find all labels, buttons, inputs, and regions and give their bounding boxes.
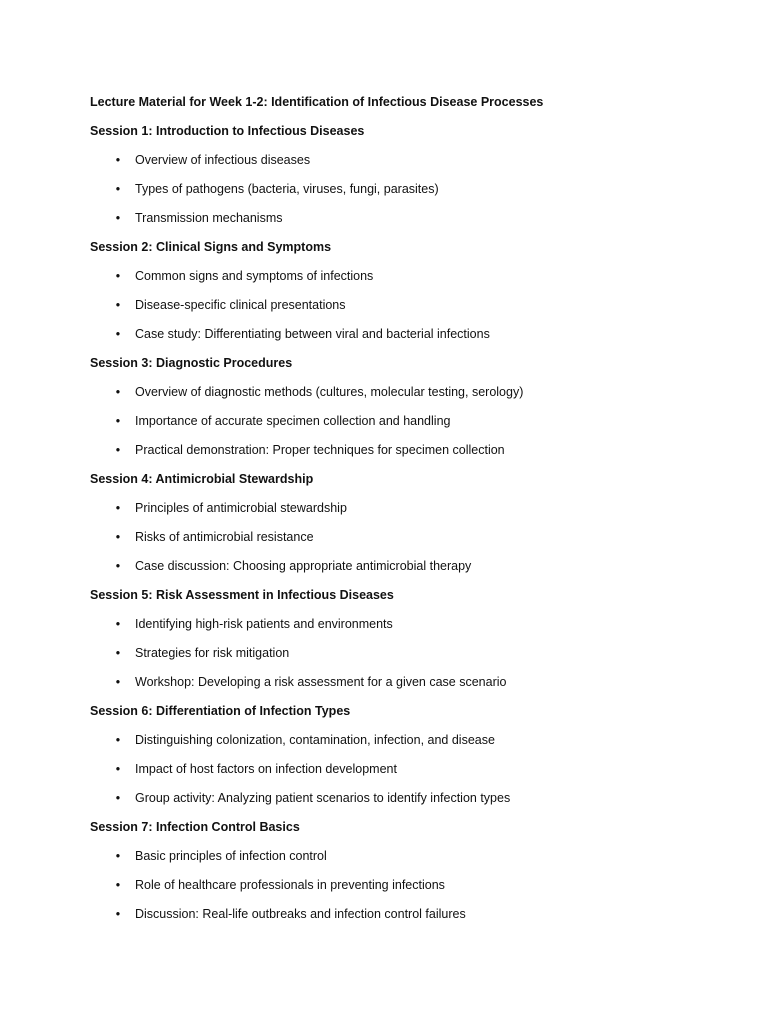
list-item-text: Impact of host factors on infection development [135,762,397,776]
list-item [90,730,730,750]
bullet-icon: • [115,530,121,544]
list-item [90,527,730,547]
list-item [90,295,730,315]
list-item-text: Common signs and symptoms of infections [135,269,374,283]
bullet-icon: • [115,211,121,225]
bullet-list [90,266,730,344]
bullet-icon: • [115,298,121,312]
list-item-text: Importance of accurate specimen collection and handling [135,414,451,428]
list-item-text: Risks of antimicrobial resistance [135,530,314,544]
session-heading: Session 4: Antimicrobial Stewardship [90,472,314,486]
session-1 [90,121,730,228]
list-item-text: Distinguishing colonization, contamination, infection, and disease [135,733,495,747]
list-item [90,324,730,344]
list-item [90,440,730,460]
list-item-text: Case study: Differentiating between viral and bacterial infections [135,327,490,341]
list-item-text: Transmission mechanisms [135,211,283,225]
list-item-text: Types of pathogens (bacteria, viruses, fungi, parasites) [135,182,439,196]
bullet-icon: • [115,762,121,776]
list-item [90,846,730,866]
bullet-icon: • [115,501,121,515]
list-item-text: Role of healthcare professionals in preventing infections [135,878,445,892]
list-item-text: Identifying high-risk patients and environments [135,617,393,631]
list-item-text: Overview of diagnostic methods (cultures, molecular testing, serology) [135,385,524,399]
list-item-text: Overview of infectious diseases [135,153,311,167]
bullet-icon: • [115,617,121,631]
session-5 [90,585,730,692]
bullet-icon: • [115,675,121,689]
bullet-list [90,150,730,228]
list-item [90,498,730,518]
session-2 [90,237,730,344]
bullet-icon: • [115,646,121,660]
document-title: Lecture Material for Week 1-2: Identification of Infectious Disease Processes [90,95,544,109]
list-item-text: Group activity: Analyzing patient scenarios to identify infection types [135,791,511,805]
session-heading: Session 2: Clinical Signs and Symptoms [90,240,332,254]
bullet-icon: • [115,559,121,573]
session-heading: Session 5: Risk Assessment in Infectious Diseases [90,588,394,602]
bullet-icon: • [115,849,121,863]
bullet-list [90,498,730,576]
session-heading: Session 1: Introduction to Infectious Diseases [90,124,365,138]
list-item-text: Disease-specific clinical presentations [135,298,346,312]
list-item [90,759,730,779]
bullet-icon: • [115,385,121,399]
document-page [90,92,730,933]
session-6 [90,701,730,808]
list-item-text: Workshop: Developing a risk assessment for a given case scenario [135,675,507,689]
list-item [90,904,730,924]
list-item [90,266,730,286]
bullet-list [90,614,730,692]
bullet-icon: • [115,414,121,428]
bullet-list [90,730,730,808]
list-item [90,208,730,228]
session-heading: Session 6: Differentiation of Infection Types [90,704,351,718]
session-heading: Session 3: Diagnostic Procedures [90,356,293,370]
list-item-text: Strategies for risk mitigation [135,646,290,660]
bullet-icon: • [115,153,121,167]
bullet-icon: • [115,182,121,196]
session-7 [90,817,730,924]
bullet-list [90,846,730,924]
session-3 [90,353,730,460]
list-item-text: Practical demonstration: Proper techniques for specimen collection [135,443,505,457]
list-item [90,150,730,170]
list-item [90,614,730,634]
bullet-icon: • [115,878,121,892]
list-item [90,672,730,692]
bullet-list [90,382,730,460]
list-item-text: Basic principles of infection control [135,849,327,863]
bullet-icon: • [115,327,121,341]
bullet-icon: • [115,907,121,921]
list-item-text: Case discussion: Choosing appropriate antimicrobial therapy [135,559,472,573]
list-item [90,411,730,431]
bullet-icon: • [115,733,121,747]
bullet-icon: • [115,269,121,283]
bullet-icon: • [115,791,121,805]
list-item-text: Discussion: Real-life outbreaks and infection control failures [135,907,466,921]
session-heading: Session 7: Infection Control Basics [90,820,300,834]
bullet-icon: • [115,443,121,457]
session-4 [90,469,730,576]
list-item [90,788,730,808]
list-item [90,382,730,402]
list-item-text: Principles of antimicrobial stewardship [135,501,347,515]
list-item [90,875,730,895]
list-item [90,643,730,663]
list-item [90,179,730,199]
list-item [90,556,730,576]
